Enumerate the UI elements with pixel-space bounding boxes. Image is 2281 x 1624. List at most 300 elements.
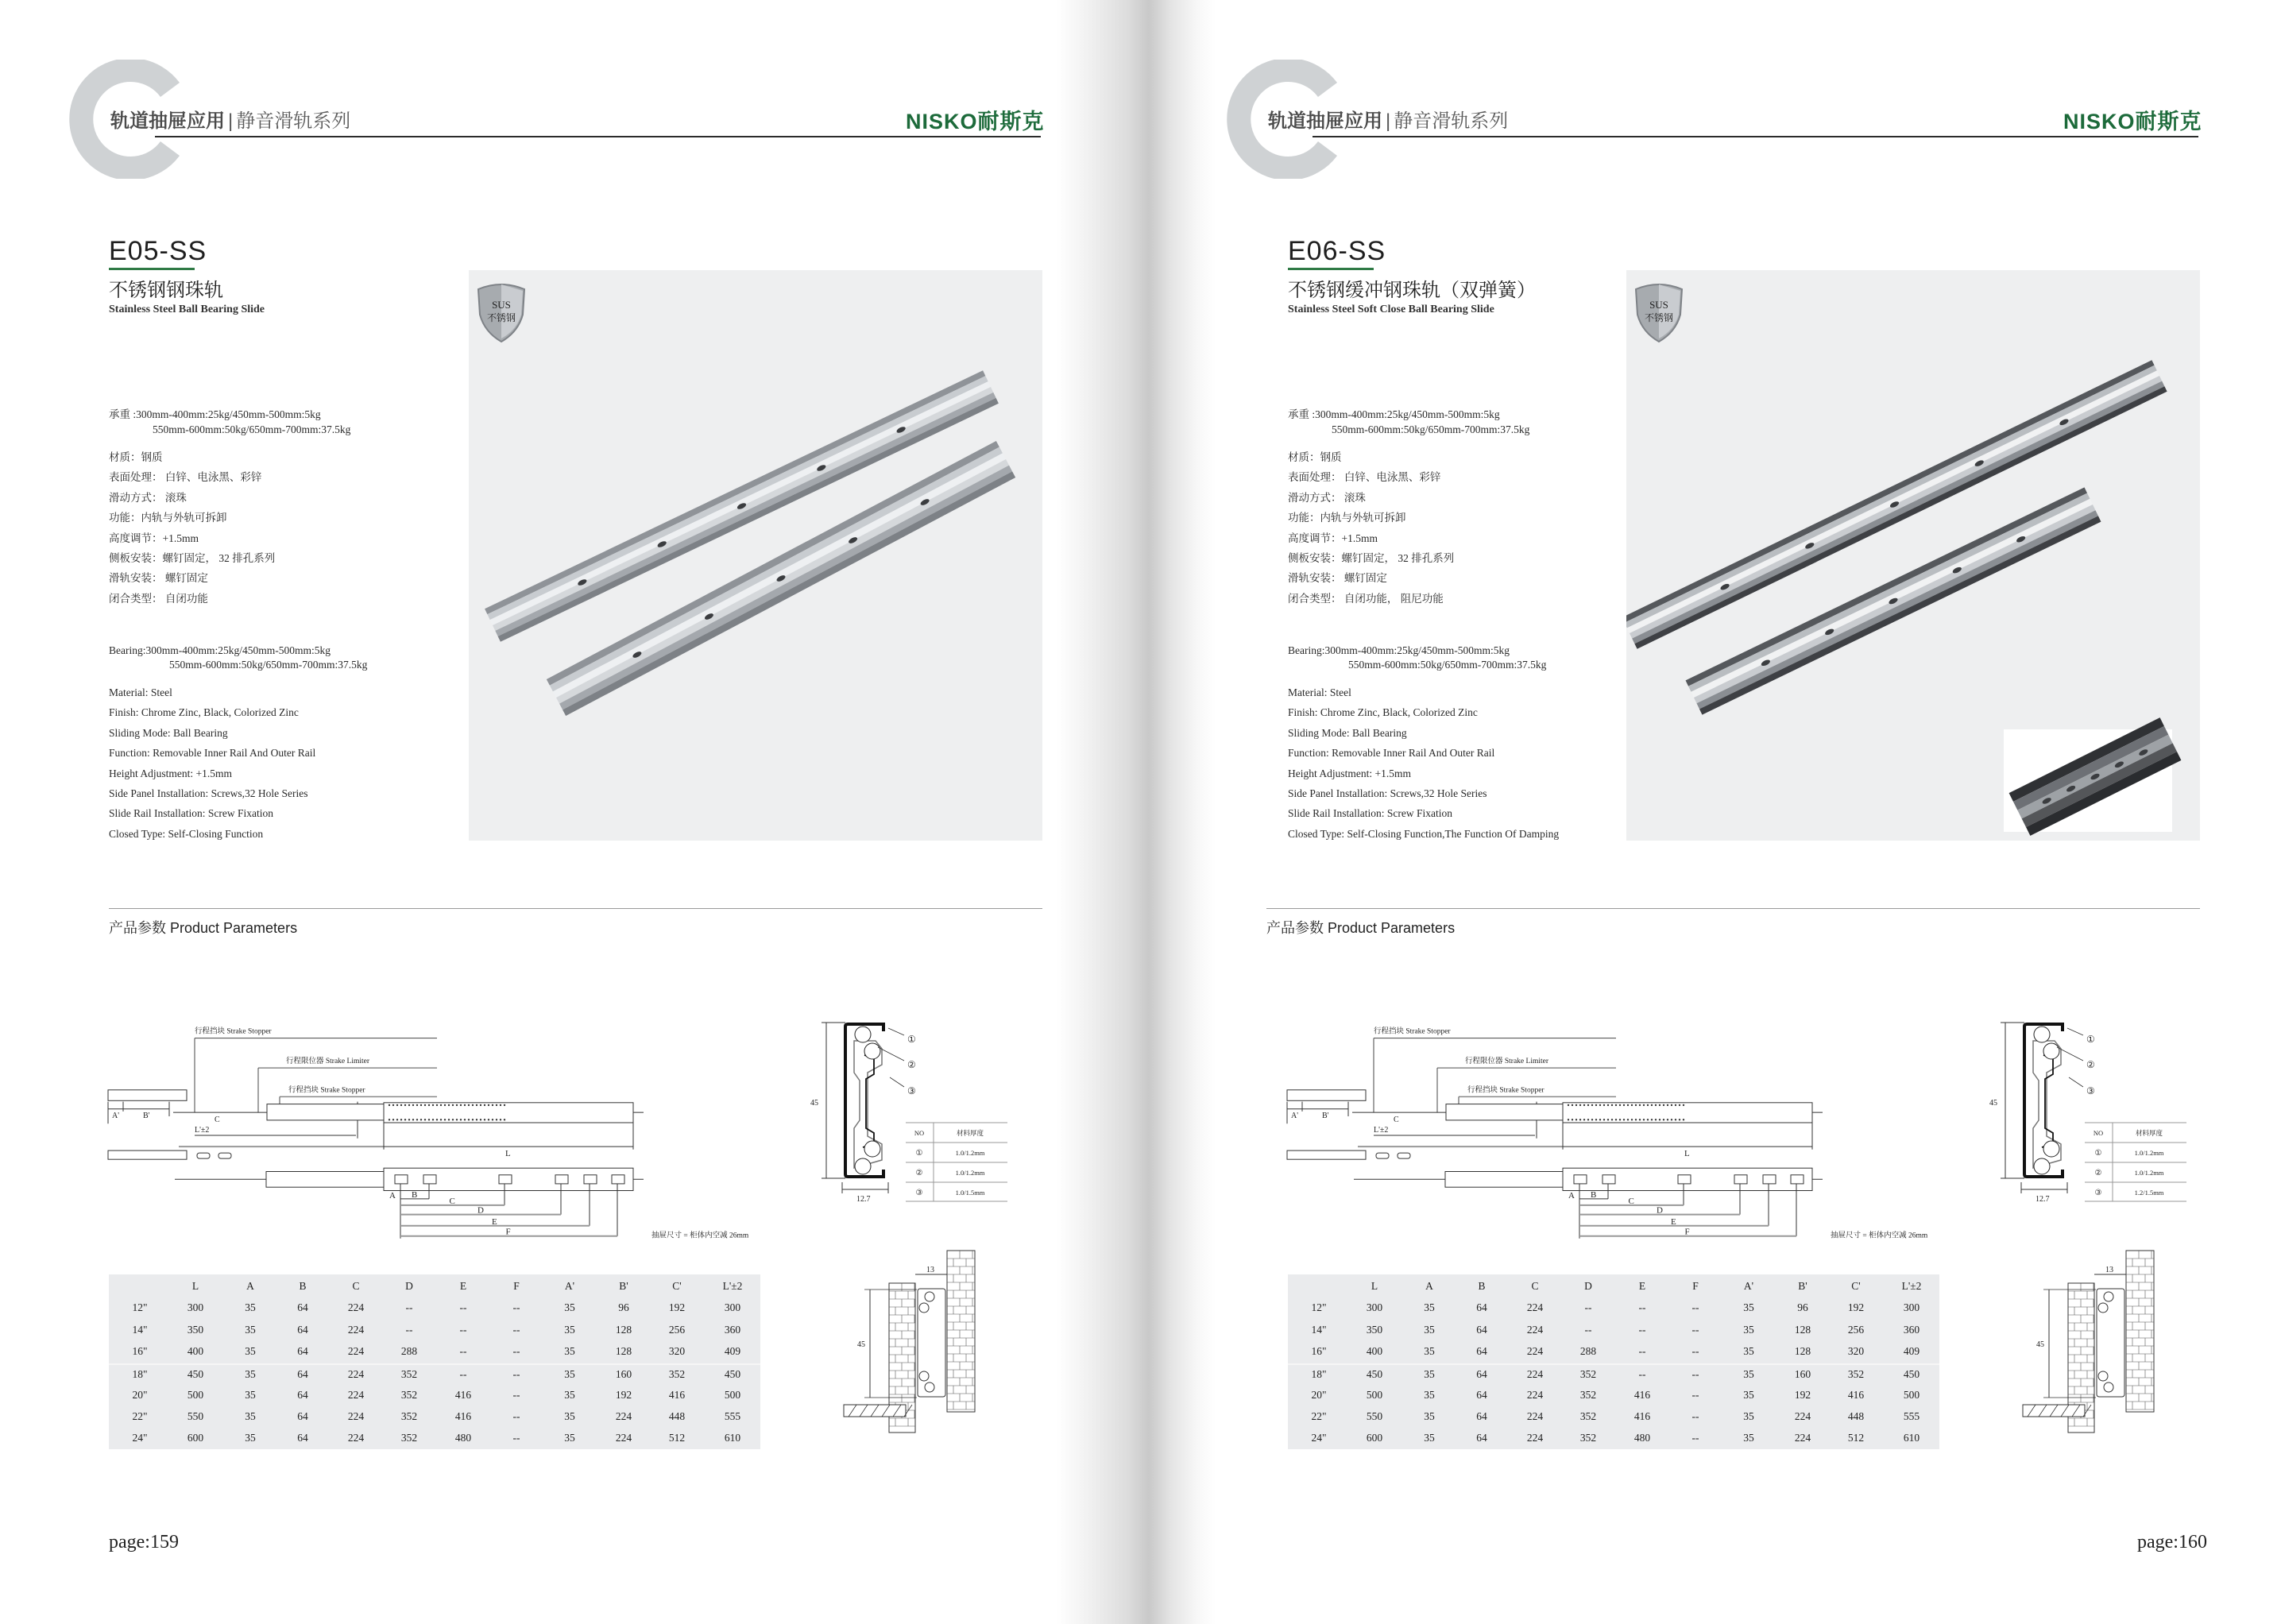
- ball: [488, 1119, 489, 1120]
- table-cell: 256: [1847, 1323, 1865, 1336]
- column-header: A': [564, 1280, 575, 1292]
- size-label: 20": [132, 1388, 148, 1401]
- section-rule: [109, 908, 1042, 909]
- table-cell: --: [1691, 1388, 1699, 1401]
- size-label: 22": [132, 1409, 148, 1422]
- table-cell: 555: [1903, 1409, 1920, 1422]
- table-cell: 224: [1526, 1301, 1544, 1314]
- table-cell: 360: [1903, 1323, 1920, 1336]
- badge-text-sus: SUS: [1649, 299, 1668, 311]
- ball: [460, 1119, 462, 1120]
- ball: [1572, 1104, 1573, 1106]
- installation-drawing: [834, 1247, 1033, 1454]
- thickness-no: ②: [2094, 1169, 2102, 1177]
- table-cell: 224: [347, 1368, 365, 1381]
- table-cell: 128: [615, 1344, 632, 1357]
- table-cell: --: [1691, 1368, 1699, 1381]
- ball: [1583, 1104, 1585, 1106]
- table-cell: --: [459, 1344, 467, 1357]
- table-cell: --: [1584, 1301, 1592, 1314]
- dim-d: D: [1657, 1205, 1663, 1216]
- table-row: [109, 1429, 760, 1450]
- table-cell: 64: [297, 1409, 308, 1422]
- header-rule: [155, 136, 1041, 137]
- ball: [1575, 1119, 1577, 1120]
- table-row: [109, 1363, 760, 1386]
- table-cell: --: [1691, 1323, 1699, 1336]
- table-cell: 480: [1633, 1432, 1651, 1444]
- table-row: [109, 1298, 760, 1320]
- table-cell: 128: [615, 1323, 632, 1336]
- dim-e: E: [1671, 1216, 1676, 1227]
- ball: [1659, 1119, 1660, 1120]
- ball: [428, 1104, 430, 1106]
- column-header: D: [1584, 1280, 1592, 1292]
- inner-member: [863, 1055, 874, 1147]
- header-separator: |: [1386, 110, 1391, 132]
- ball: [444, 1104, 446, 1106]
- ball: [1611, 1104, 1613, 1106]
- ball-bearing: [2098, 1303, 2108, 1313]
- label-stroke-limiter: 行程限位器 Strake Limiter: [1465, 1058, 1549, 1066]
- table-cell: 160: [1794, 1368, 1811, 1381]
- table-cell: 512: [668, 1432, 686, 1444]
- marker-3: ③: [907, 1085, 916, 1096]
- table-cell: 416: [1633, 1409, 1651, 1422]
- parameters-table: [1288, 1274, 1939, 1449]
- table-cell: 450: [1903, 1368, 1920, 1381]
- wall-outline: [2126, 1251, 2154, 1412]
- marker-leader: [890, 1077, 904, 1087]
- ball: [1643, 1104, 1645, 1106]
- table-cell: 224: [1526, 1432, 1544, 1444]
- dim-l: L: [1684, 1149, 1690, 1159]
- table-row: [1288, 1320, 1939, 1342]
- slot: [1398, 1153, 1410, 1158]
- table-cell: 192: [668, 1301, 686, 1314]
- table-cell: 64: [1476, 1323, 1487, 1336]
- marker-2: ②: [2086, 1059, 2095, 1070]
- section-title: 产品参数 Product Parameters: [1266, 920, 1456, 936]
- ball: [1587, 1119, 1589, 1120]
- ball: [408, 1119, 410, 1120]
- table-cell: 288: [1579, 1344, 1597, 1357]
- table-cell: --: [512, 1409, 520, 1422]
- table-cell: 350: [1366, 1323, 1383, 1336]
- rail-band: [563, 471, 1015, 716]
- table-cell: 352: [400, 1388, 418, 1401]
- spec-load-cn: 承重 :300mm-400mm:25kg/450mm-500mm:5kg: [1288, 408, 1500, 420]
- ball: [424, 1104, 426, 1106]
- spec-item-en: Finish: Chrome Zinc, Black, Colorized Zinc: [1288, 706, 1478, 719]
- drawer-size-note: 抽屉尺寸 = 柜体内空减 26mm: [651, 1232, 749, 1240]
- table-cell: 350: [187, 1323, 204, 1336]
- table-cell: 550: [187, 1409, 204, 1422]
- table-cell: 352: [1847, 1368, 1865, 1381]
- table-header-thickness: 材料厚度: [956, 1129, 984, 1137]
- table-cell: 224: [1526, 1323, 1544, 1336]
- table-cell: 224: [347, 1301, 365, 1314]
- table-cell: --: [1691, 1301, 1699, 1314]
- ball: [1667, 1104, 1668, 1106]
- ball: [404, 1119, 406, 1120]
- table-cell: 64: [1476, 1432, 1487, 1444]
- sus-stainless-badge: [478, 284, 524, 342]
- dim-a-prime: A': [1291, 1111, 1299, 1120]
- table-cell: 35: [1743, 1323, 1754, 1336]
- column-header: L'±2: [1901, 1280, 1922, 1292]
- ball: [1599, 1119, 1601, 1120]
- badge-text-stainless: 不锈钢: [1644, 312, 1674, 323]
- spec-item-cn: 滑动方式： 滚珠: [1288, 491, 1366, 504]
- column-header: E: [1638, 1280, 1646, 1292]
- ball: [476, 1104, 477, 1106]
- ball: [424, 1119, 426, 1120]
- ball: [468, 1119, 470, 1120]
- table-cell: 320: [668, 1344, 686, 1357]
- spec-item-en: Height Adjustment: +1.5mm: [109, 767, 232, 779]
- thickness-no: ③: [2094, 1189, 2102, 1197]
- table-cell: --: [1638, 1323, 1646, 1336]
- ball: [1663, 1104, 1664, 1106]
- ball: [456, 1104, 458, 1106]
- table-cell: 224: [347, 1323, 365, 1336]
- cross-height-label: 45: [810, 1099, 818, 1108]
- ball: [464, 1119, 466, 1120]
- table-cell: 35: [245, 1301, 256, 1314]
- table-cell: --: [405, 1301, 413, 1314]
- spec-item-cn: 功能：内轨与外轨可拆卸: [109, 512, 227, 524]
- ball: [1579, 1119, 1581, 1120]
- spec-bearing-en: 550mm-600mm:50kg/650mm-700mm:37.5kg: [1348, 659, 1547, 671]
- model-underline: [109, 268, 195, 270]
- table-cell: 448: [668, 1409, 686, 1422]
- spec-bearing-en: Bearing:300mm-400mm:25kg/450mm-500mm:5kg: [109, 644, 331, 656]
- ball: [1651, 1119, 1653, 1120]
- ball: [448, 1119, 450, 1120]
- slide-dimension-drawing: [1282, 1009, 1950, 1247]
- ball: [1683, 1119, 1684, 1120]
- ball: [1655, 1104, 1657, 1106]
- header-separator: |: [228, 110, 234, 132]
- table-cell: 64: [297, 1344, 308, 1357]
- table-cell: 400: [1366, 1344, 1383, 1357]
- table-cell: 409: [724, 1344, 741, 1357]
- table-header-row: [109, 1277, 760, 1298]
- table-cell: 416: [668, 1388, 686, 1401]
- ball: [1635, 1104, 1637, 1106]
- table-cell: 35: [564, 1388, 575, 1401]
- table-cell: --: [1638, 1344, 1646, 1357]
- table-cell: 64: [1476, 1388, 1487, 1401]
- ball-bearing: [2043, 1141, 2059, 1157]
- column-header: F: [513, 1280, 520, 1292]
- dim-c: C: [449, 1196, 455, 1206]
- spec-item-cn: 侧板安装：螺钉固定， 32 排孔系列: [1288, 552, 1455, 564]
- brand-logo: NISKO耐斯克: [2063, 110, 2202, 133]
- table-cell: 352: [400, 1368, 418, 1381]
- ball: [436, 1104, 438, 1106]
- outer-rail-bottom: [384, 1168, 633, 1190]
- dim-c: C: [1628, 1196, 1634, 1206]
- ball-bearing: [2034, 1158, 2050, 1174]
- column-header: B: [1478, 1280, 1486, 1292]
- spec-item-cn: 滑轨安装： 螺钉固定: [109, 572, 208, 585]
- parameters-table: [109, 1274, 760, 1449]
- ball: [1683, 1104, 1684, 1106]
- label-stroke-stopper-2: 行程挡块 Strake Stopper: [1467, 1086, 1545, 1095]
- product-model: E05-SS: [109, 236, 207, 266]
- table-cell: 35: [1743, 1368, 1754, 1381]
- table-cell: 416: [1847, 1388, 1865, 1401]
- table-cell: 35: [245, 1388, 256, 1401]
- ball: [412, 1119, 414, 1120]
- table-cell: 35: [564, 1344, 575, 1357]
- ball: [1579, 1104, 1581, 1106]
- table-cell: 224: [347, 1432, 365, 1444]
- ball-bearing: [925, 1292, 934, 1301]
- spec-load-cn: 550mm-600mm:50kg/650mm-700mm:37.5kg: [1332, 423, 1530, 435]
- marker-leader: [888, 1028, 904, 1035]
- size-label: 22": [1311, 1409, 1327, 1422]
- table-header-no: NO: [914, 1129, 925, 1137]
- table-cell: 352: [400, 1432, 418, 1444]
- table-cell: --: [1691, 1344, 1699, 1357]
- ball: [1631, 1119, 1633, 1120]
- table-cell: 35: [564, 1432, 575, 1444]
- table-cell: 35: [1424, 1368, 1435, 1381]
- ball: [1595, 1104, 1597, 1106]
- drawer-size-note: 抽屉尺寸 = 柜体内空减 26mm: [1831, 1232, 1928, 1240]
- ball: [416, 1119, 418, 1120]
- ball: [1615, 1119, 1617, 1120]
- ball: [1639, 1104, 1641, 1106]
- table-row: [109, 1320, 760, 1342]
- spec-item-cn: 闭合类型： 自闭功能， 阻尼功能: [1288, 592, 1444, 605]
- slot: [197, 1153, 210, 1158]
- table-cell: --: [1691, 1432, 1699, 1444]
- column-header: C': [672, 1280, 682, 1292]
- header-series: 静音滑轨系列: [236, 110, 351, 132]
- ball: [1639, 1119, 1641, 1120]
- ball: [460, 1104, 462, 1106]
- spec-item-cn: 功能：内轨与外轨可拆卸: [1288, 512, 1406, 524]
- product-photo-canvas: [469, 270, 1042, 841]
- table-cell: 128: [1794, 1323, 1811, 1336]
- slot: [218, 1153, 231, 1158]
- table-cell: 224: [1526, 1368, 1544, 1381]
- size-label: 20": [1311, 1388, 1327, 1401]
- table-cell: 224: [1794, 1432, 1811, 1444]
- ball: [500, 1104, 501, 1106]
- cabinet-bracket: [108, 1090, 187, 1101]
- product-name-cn: 不锈钢缓冲钢珠轨（双弹簧）: [1288, 280, 1536, 301]
- ball: [1607, 1119, 1609, 1120]
- cross-height-label: 45: [1989, 1099, 1997, 1108]
- table-cell: 610: [724, 1432, 741, 1444]
- table-cell: 35: [1743, 1344, 1754, 1357]
- column-header: B': [619, 1280, 628, 1292]
- spec-item-en: Material: Steel: [1288, 686, 1351, 698]
- label-stroke-stopper-1: 行程挡块 Strake Stopper: [1374, 1027, 1451, 1036]
- ball: [484, 1119, 485, 1120]
- table-cell: --: [459, 1368, 467, 1381]
- install-gap-label: 13: [926, 1266, 934, 1274]
- ball: [452, 1104, 454, 1106]
- ball: [1568, 1119, 1569, 1120]
- table-cell: 450: [187, 1368, 204, 1381]
- install-height-label: 45: [2036, 1340, 2044, 1349]
- ball: [472, 1119, 474, 1120]
- spec-item-cn: 表面处理： 白锌、电泳黑、彩锌: [109, 471, 262, 484]
- ball: [456, 1119, 458, 1120]
- table-cell: 288: [400, 1344, 418, 1357]
- ball: [452, 1119, 454, 1120]
- table-cell: 96: [1797, 1301, 1808, 1314]
- size-label: 12": [1311, 1301, 1327, 1314]
- ball-bearing: [2098, 1371, 2108, 1381]
- column-header: A': [1743, 1280, 1754, 1292]
- table-cell: 300: [1903, 1301, 1920, 1314]
- ball: [1651, 1104, 1653, 1106]
- marker-leader: [2069, 1077, 2083, 1087]
- rail-band: [1694, 505, 2095, 703]
- thickness-no: ①: [915, 1149, 923, 1158]
- table-cell: 500: [1903, 1388, 1920, 1401]
- install-height-label: 45: [857, 1340, 865, 1349]
- spec-item-en: Height Adjustment: +1.5mm: [1288, 767, 1411, 779]
- ball: [1647, 1119, 1649, 1120]
- table-cell: 35: [564, 1323, 575, 1336]
- ball-bearing: [855, 1027, 871, 1042]
- ball: [1623, 1119, 1625, 1120]
- table-cell: 500: [1366, 1388, 1383, 1401]
- cabinet-bracket: [1287, 1090, 1366, 1101]
- spec-item-en: Function: Removable Inner Rail And Outer Rail: [1288, 747, 1495, 760]
- ball: [1675, 1104, 1676, 1106]
- ball: [1611, 1119, 1613, 1120]
- table-cell: 192: [1847, 1301, 1865, 1314]
- ball-bearing: [855, 1158, 871, 1174]
- rail-cross-section: [810, 1017, 1033, 1224]
- size-label: 16": [132, 1344, 148, 1357]
- table-cell: 224: [615, 1409, 632, 1422]
- column-header: E: [459, 1280, 467, 1292]
- section-rule: [1266, 908, 2200, 909]
- table-cell: 224: [1526, 1344, 1544, 1357]
- table-cell: 224: [615, 1432, 632, 1444]
- table-cell: 64: [1476, 1344, 1487, 1357]
- table-cell: 352: [1579, 1432, 1597, 1444]
- ball: [396, 1119, 398, 1120]
- ball: [396, 1104, 398, 1106]
- table-cell: 64: [297, 1368, 308, 1381]
- table-cell: --: [1584, 1323, 1592, 1336]
- dim-b: B: [1591, 1189, 1597, 1200]
- ball-bearing: [2034, 1027, 2050, 1042]
- spec-load-cn: 550mm-600mm:50kg/650mm-700mm:37.5kg: [153, 423, 351, 435]
- ball: [1587, 1104, 1589, 1106]
- table-cell: --: [512, 1368, 520, 1381]
- badge-text-sus: SUS: [492, 299, 511, 311]
- table-cell: 35: [564, 1301, 575, 1314]
- drawer-bracket: [1287, 1150, 1366, 1159]
- table-cell: 35: [1424, 1409, 1435, 1422]
- ball: [448, 1104, 450, 1106]
- dim-a: A: [1568, 1190, 1575, 1201]
- label-stroke-limiter: 行程限位器 Strake Limiter: [286, 1058, 370, 1066]
- ball: [1635, 1119, 1637, 1120]
- table-cell: --: [459, 1301, 467, 1314]
- table-cell: 160: [615, 1368, 632, 1381]
- table-cell: 35: [1424, 1432, 1435, 1444]
- ball: [1599, 1104, 1601, 1106]
- ball: [1603, 1104, 1605, 1106]
- ball: [1603, 1119, 1605, 1120]
- column-header: C': [1851, 1280, 1861, 1292]
- size-label: 12": [132, 1301, 148, 1314]
- table-cell: --: [1638, 1301, 1646, 1314]
- table-cell: 35: [564, 1368, 575, 1381]
- spec-item-en: Material: Steel: [109, 686, 172, 698]
- table-header-no: NO: [2093, 1129, 2104, 1137]
- ball-bearing: [864, 1043, 880, 1059]
- product-name-en: Stainless Steel Soft Close Ball Bearing Slide: [1288, 304, 1494, 315]
- table-cell: --: [512, 1323, 520, 1336]
- ball: [496, 1104, 497, 1106]
- ball: [1591, 1119, 1593, 1120]
- table-cell: 500: [724, 1388, 741, 1401]
- table-cell: --: [1691, 1409, 1699, 1422]
- marker-leader: [2067, 1028, 2083, 1035]
- dim-c-prime: C: [1394, 1116, 1399, 1125]
- install-gap-label: 13: [2105, 1266, 2113, 1274]
- drawer-side-wall: [2126, 1251, 2154, 1412]
- ball: [1643, 1119, 1645, 1120]
- table-cell: 400: [187, 1344, 204, 1357]
- material-thickness-table: [906, 1123, 1007, 1201]
- table-cell: 360: [724, 1323, 741, 1336]
- ball: [400, 1119, 402, 1120]
- thickness-no: ③: [915, 1189, 923, 1197]
- spec-item-en: Closed Type: Self-Closing Function: [109, 827, 264, 840]
- brand-logo: NISKO耐斯克: [906, 110, 1045, 133]
- ball-bearing: [2104, 1292, 2113, 1301]
- marker-2: ②: [907, 1059, 916, 1070]
- page-number: page:160: [2137, 1532, 2207, 1552]
- table-cell: 128: [1794, 1344, 1811, 1357]
- spec-item-en: Slide Rail Installation: Screw Fixation: [109, 807, 273, 820]
- table-row: [1288, 1429, 1939, 1450]
- table-cell: 416: [454, 1409, 472, 1422]
- size-label: 14": [132, 1323, 148, 1336]
- ball-bearing: [919, 1371, 929, 1381]
- ball: [412, 1104, 414, 1106]
- thickness-no: ②: [915, 1169, 923, 1177]
- cross-width-label: 12.7: [856, 1195, 871, 1204]
- table-cell: 64: [297, 1388, 308, 1401]
- table-cell: 35: [1743, 1432, 1754, 1444]
- ball: [468, 1104, 470, 1106]
- table-cell: --: [405, 1323, 413, 1336]
- ball: [1659, 1104, 1660, 1106]
- table-cell: 256: [668, 1323, 686, 1336]
- marker-1: ①: [907, 1034, 916, 1045]
- product-name-cn: 不锈钢钢珠轨: [109, 280, 223, 301]
- spec-item-cn: 材质：钢质: [109, 451, 163, 463]
- column-header: D: [405, 1280, 413, 1292]
- table-cell: 35: [1743, 1409, 1754, 1422]
